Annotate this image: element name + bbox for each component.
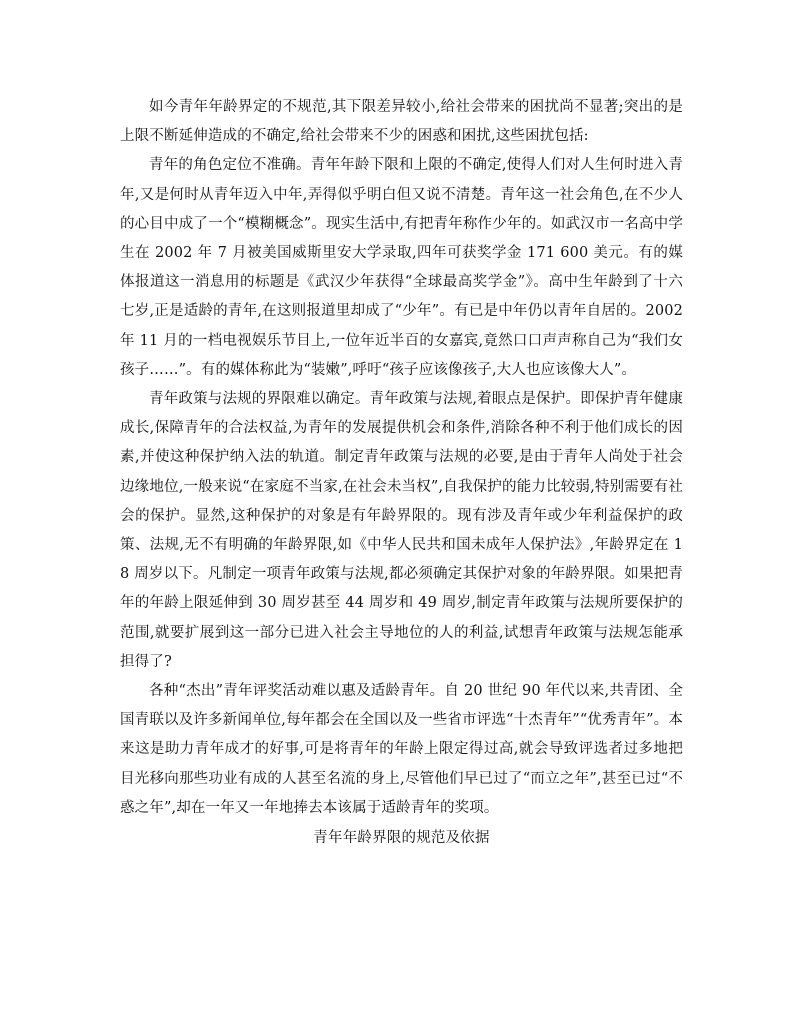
paragraph-award-activities: 各种“杰出”青年评奖活动难以惠及适龄青年。自 20 世纪 90 年代以来,共青团、全国青联以及许多新闻单位,每年都会在全国以及一些省市评选“十杰青年”“优秀青年”。本来这是助力青年成才的好事,可是将青年的年龄上限定得过高,就会导致评选者过多地把目光移向那些功业有成的人甚至名流的身上,尽管他们早已过了“而立之年”,甚至已过“不惑之年”,却在一年又一年地捧去本该属于适龄青年的奖项。	[120, 683, 683, 816]
document-body	[120, 93, 683, 853]
section-heading: 青年年龄界限的规范及依据	[313, 830, 490, 847]
paragraph-role-positioning: 青年的角色定位不准确。青年年龄下限和上限的不确定,使得人们对人生何时进入青年,又是何时从青年迈入中年,弄得似乎明白但又说不清楚。青年这一社会角色,在不少人的心目中成了一个“模糊概念”。现实生活中,有把青年称作少年的。如武汉市一名高中学生在 2002 年 7 月被美国威斯里安大学录取,四年可获奖学金 171 600 美元。有的媒体报道这一消息用的标题是《武汉少年获得“全球最高奖学金”》。高中生年龄到了十六七岁,正是适龄的青年,在这则报道里却成了“少年”。有已是中年仍以青年自居的。2002 年 11 月的一档电视娱乐节目上,一位年近半百的女嘉宾,竟然口口声声称自己为“我们女孩子……”。有的媒体称此为“装嫩”,呼吁“孩子应该像孩子,大人也应该像大人”。	[120, 157, 683, 378]
paragraph-intro: 如今青年年龄界定的不规范,其下限差异较小,给社会带来的困扰尚不显著;突出的是上限不断延伸造成的不确定,给社会带来不少的困惑和困扰,这些困扰包括:	[120, 99, 683, 145]
paragraph-policy-boundary: 青年政策与法规的界限难以确定。青年政策与法规,着眼点是保护。即保护青年健康成长,保障青年的合法权益,为青年的发展提供机会和条件,消除各种不利于他们成长的因素,并使这种保护纳入法的轨道。制定青年政策与法规的必要,是由于青年人尚处于社会边缘地位,一般来说“在家庭不当家,在社会未当权”,自我保护的能力比较弱,特别需要有社会的保护。显然,这种保护的对象是有年龄界限的。现有涉及青年或少年利益保护的政策、法规,无不有明确的年龄界限,如《中华人民共和国未成年人保护法》,年龄界定在 18 周岁以下。凡制定一项青年政策与法规,都必须确定其保护对象的年龄界限。如果把青年的年龄上限延伸到 30 周岁甚至 44 周岁和 49 周岁,制定青年政策与法规所要保护的范围,就要扩展到这一部分已进入社会主导地位的人的利益,试想青年政策与法规怎能承担得了?	[120, 391, 683, 670]
